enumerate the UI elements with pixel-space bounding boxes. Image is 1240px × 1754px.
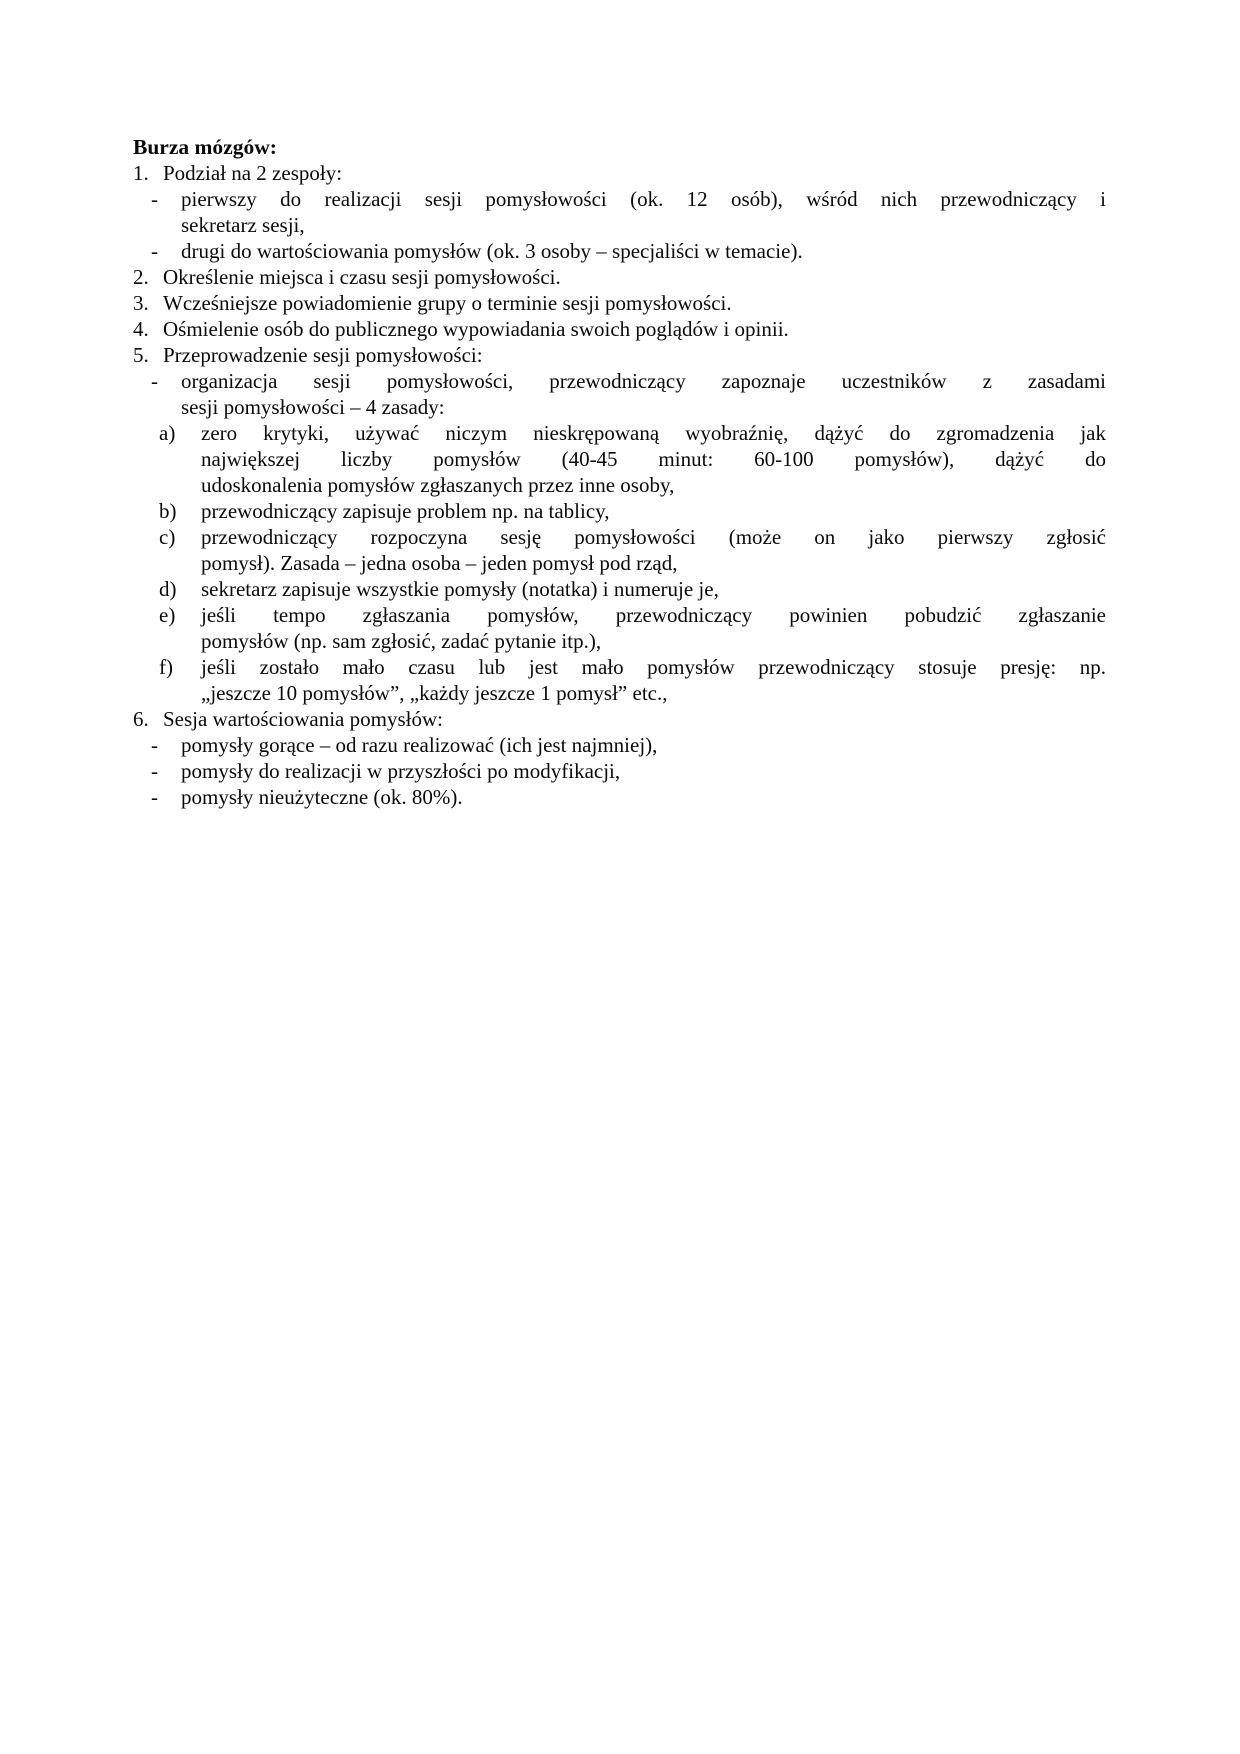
list-item	[133, 342, 1106, 368]
text-line: Sesja wartościowania pomysłów:	[163, 707, 443, 731]
list-item-marker: c)	[159, 525, 176, 549]
list-item-text	[163, 160, 1106, 186]
list-item-marker: 5.	[133, 343, 149, 367]
outline-list	[133, 160, 1106, 810]
text-line: pierwszy do realizacji sesji pomysłowości (ok. 12 osób), wśród nich przewodniczący i	[181, 187, 1106, 211]
list-item-marker: -	[151, 759, 158, 783]
text-line: pomysły gorące – od razu realizować (ich jest najmniej),	[181, 733, 658, 757]
list-item-text	[181, 758, 1106, 784]
list-item-text	[163, 290, 1106, 316]
list-item-text	[181, 186, 1106, 238]
list-item	[133, 420, 1106, 498]
list-item-text	[163, 264, 1106, 290]
list-item-marker: 2.	[133, 265, 149, 289]
list-item-text	[163, 316, 1106, 342]
list-item-text	[201, 602, 1106, 654]
list-item	[133, 602, 1106, 654]
list-item-text	[163, 342, 1106, 368]
list-item-marker: 6.	[133, 707, 149, 731]
list-item	[133, 264, 1106, 290]
text-line: jeśli tempo zgłaszania pomysłów, przewodniczący powinien pobudzić zgłaszanie	[201, 603, 1106, 627]
text-line: Określenie miejsca i czasu sesji pomysłowości.	[163, 265, 561, 289]
text-line: jeśli zostało mało czasu lub jest mało pomysłów przewodniczący stosuje presję: np.	[201, 655, 1106, 679]
text-line: przewodniczący rozpoczyna sesję pomysłowości (może on jako pierwszy zgłosić	[201, 525, 1106, 549]
list-item-marker: 4.	[133, 317, 149, 341]
list-item-text	[201, 576, 1106, 602]
list-item	[133, 784, 1106, 810]
list-item-marker: -	[151, 187, 158, 211]
text-line: pomysłów (np. sam zgłosić, zadać pytanie itp.),	[201, 629, 602, 653]
list-item-text	[163, 706, 1106, 732]
document-content	[133, 134, 1106, 810]
list-item-marker: e)	[159, 603, 176, 627]
list-item	[133, 290, 1106, 316]
text-line: największej liczby pomysłów (40-45 minut: 60-100 pomysłów), dążyć do	[201, 447, 1106, 471]
list-item-text	[201, 654, 1106, 706]
list-item-text	[181, 368, 1106, 420]
list-item	[133, 160, 1106, 186]
list-item	[133, 576, 1106, 602]
list-item-marker: b)	[159, 499, 177, 523]
list-item	[133, 498, 1106, 524]
list-item-marker: 1.	[133, 161, 149, 185]
text-line: zero krytyki, używać niczym nieskrępowaną wyobraźnię, dążyć do zgromadzenia jak	[201, 421, 1106, 445]
text-line: „jeszcze 10 pomysłów”, „każdy jeszcze 1 pomysł” etc.,	[201, 681, 668, 705]
text-line: pomysły nieużyteczne (ok. 80%).	[181, 785, 463, 809]
list-item	[133, 368, 1106, 420]
list-item	[133, 732, 1106, 758]
list-item	[133, 524, 1106, 576]
text-line: Wcześniejsze powiadomienie grupy o terminie sesji pomysłowości.	[163, 291, 732, 315]
list-item	[133, 706, 1106, 732]
list-item	[133, 238, 1106, 264]
list-item-text	[201, 420, 1106, 498]
text-line: Ośmielenie osób do publicznego wypowiadania swoich poglądów i opinii.	[163, 317, 789, 341]
document-title: Burza mózgów:	[133, 135, 277, 159]
text-line: przewodniczący zapisuje problem np. na tablicy,	[201, 499, 610, 523]
list-item-marker: a)	[159, 421, 176, 445]
list-item-marker: -	[151, 369, 158, 393]
text-line: Przeprowadzenie sesji pomysłowości:	[163, 343, 483, 367]
list-item-text	[181, 238, 1106, 264]
list-item-marker: -	[151, 733, 158, 757]
text-line: Podział na 2 zespoły:	[163, 161, 343, 185]
list-item-text	[181, 784, 1106, 810]
text-line: organizacja sesji pomysłowości, przewodniczący zapoznaje uczestników z zasadami	[181, 369, 1106, 393]
text-line: sekretarz zapisuje wszystkie pomysły (notatka) i numeruje je,	[201, 577, 719, 601]
text-line: pomysły do realizacji w przyszłości po modyfikacji,	[181, 759, 621, 783]
list-item-marker: f)	[159, 655, 173, 679]
list-item	[133, 316, 1106, 342]
list-item-text	[201, 498, 1106, 524]
text-line: udoskonalenia pomysłów zgłaszanych przez inne osoby,	[201, 473, 675, 497]
list-item	[133, 758, 1106, 784]
list-item-marker: -	[151, 239, 158, 263]
list-item	[133, 654, 1106, 706]
list-item-marker: 3.	[133, 291, 149, 315]
text-line: sesji pomysłowości – 4 zasady:	[181, 395, 445, 419]
list-item-marker: d)	[159, 577, 177, 601]
text-line: drugi do wartościowania pomysłów (ok. 3 osoby – specjaliści w temacie).	[181, 239, 803, 263]
list-item-marker: -	[151, 785, 158, 809]
text-line: sekretarz sesji,	[181, 213, 305, 237]
list-item-text	[181, 732, 1106, 758]
list-item	[133, 186, 1106, 238]
text-line: pomysł). Zasada – jedna osoba – jeden pomysł pod rząd,	[201, 551, 678, 575]
list-item-text	[201, 524, 1106, 576]
